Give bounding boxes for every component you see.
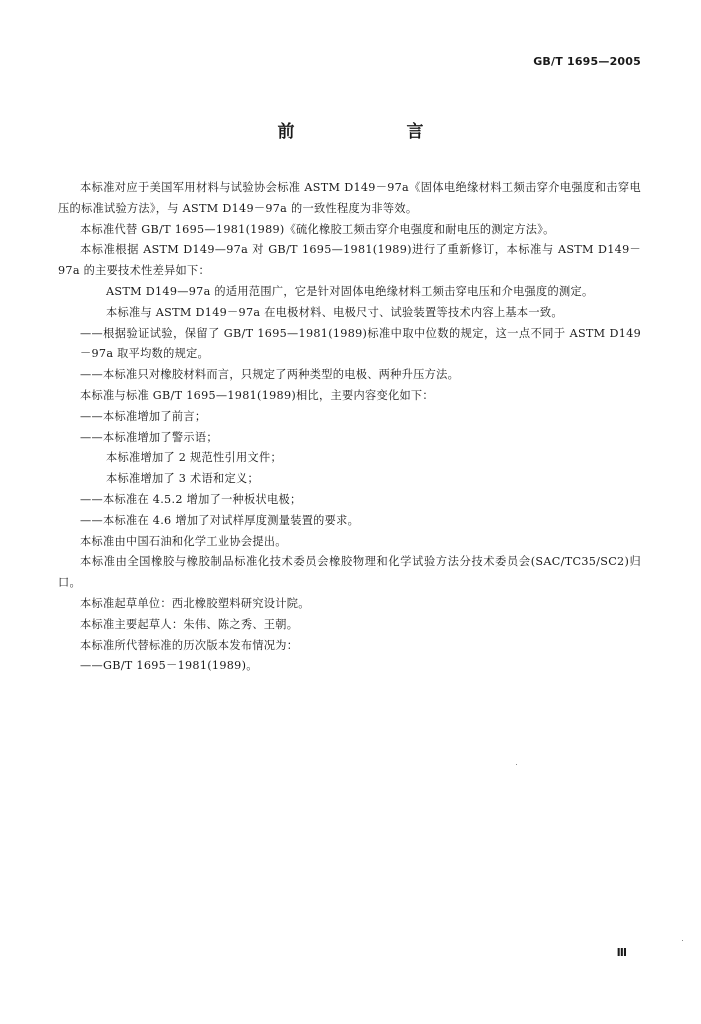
list-item-thickness-device: ——本标准在 4.6 增加了对试样厚度测量装置的要求。 xyxy=(80,513,360,527)
paragraph-difference-scope: ASTM D149—97a 的适用范围广，它是针对固体电绝缘材料工频击穿电压和介电强度的测定。 xyxy=(106,284,594,298)
paragraph-correspondence: 本标准对应于美国军用材料与试验协会标准 ASTM D149－97a《固体电绝缘材料工频击穿介电强度和击穿电压的标准试验方法》，与 ASTM D149－97a 的一致性程度为非等效。 xyxy=(58,181,641,215)
list-item-warning: ——本标准增加了警示语； xyxy=(80,430,218,444)
list-item-normative-references: 本标准增加了 2 规范性引用文件； xyxy=(106,451,282,465)
document-body xyxy=(58,178,641,677)
paragraph-difference-median: ——根据验证试验，保留了 GB/T 1695—1981(1989)标准中取中位数的规定，这一点不同于 ASTM D149－97a 取平均数的规定。 xyxy=(80,326,641,361)
paragraph-drafters: 本标准主要起草人：朱伟、陈之秀、王朝。 xyxy=(80,617,299,631)
paragraph-centralized-by: 本标准由全国橡胶与橡胶制品标准化技术委员会橡胶物理和化学试验方法分技术委员会(SAC/TC35/SC2)归口。 xyxy=(58,555,641,590)
standard-code: GB/T 1695—2005 xyxy=(533,55,641,68)
paragraph-previous-editions: 本标准所代替标准的历次版本发布情况为： xyxy=(80,638,299,652)
paragraph-replaces: 本标准代替 GB/T 1695—1981(1989)《硫化橡胶工频击穿介电强度和耐电压的测定方法》。 xyxy=(80,222,555,236)
list-item-terms: 本标准增加了 3 术语和定义； xyxy=(106,472,259,486)
paragraph-proposed-by: 本标准由中国石油和化学工业协会提出。 xyxy=(80,534,287,548)
paragraph-drafting-unit: 本标准起草单位：西北橡胶塑料研究设计院。 xyxy=(80,596,310,610)
list-item-plate-electrode: ——本标准在 4.5.2 增加了一种板状电极； xyxy=(80,492,302,506)
paragraph-revision-basis: 本标准根据 ASTM D149—97a 对 GB/T 1695—1981(1989)进行了重新修订，本标准与 ASTM D149－97a 的主要技术性差异如下： xyxy=(58,243,641,278)
page-title: 前 言 xyxy=(277,122,450,142)
scan-speck xyxy=(682,940,683,941)
scan-speck xyxy=(516,764,517,765)
paragraph-changes-intro: 本标准与标准 GB/T 1695—1981(1989)相比，主要内容变化如下： xyxy=(80,388,434,402)
list-item-previous-edition: ——GB/T 1695－1981(1989)。 xyxy=(80,659,258,673)
list-item-foreword: ——本标准增加了前言； xyxy=(80,409,207,423)
paragraph-difference-electrodes: 本标准与 ASTM D149－97a 在电极材料、电极尺寸、试验装置等技术内容上基本一致。 xyxy=(106,305,563,319)
paragraph-difference-rubber: ——本标准只对橡胶材料而言，只规定了两种类型的电极、两种升压方法。 xyxy=(80,368,460,382)
page-number: Ⅲ xyxy=(616,946,627,959)
